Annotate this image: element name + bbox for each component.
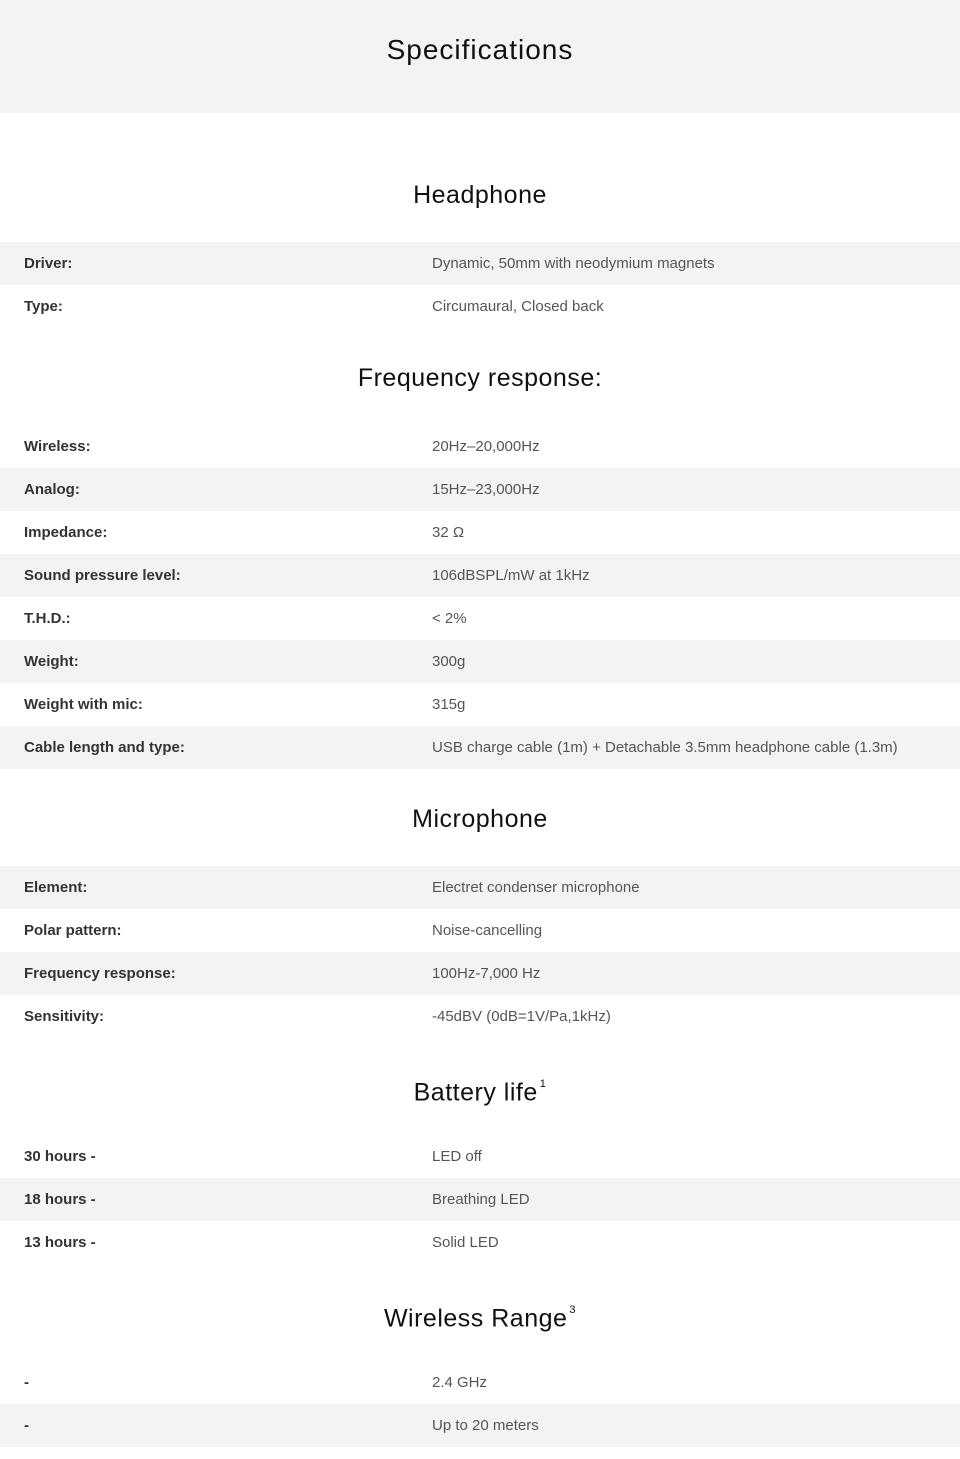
spec-row	[0, 1178, 960, 1221]
spec-label: Driver:	[24, 255, 73, 272]
spec-value: LED off	[432, 1148, 482, 1165]
spec-value: Up to 20 meters	[432, 1417, 539, 1434]
spec-row	[0, 1221, 960, 1264]
section-title-text: Wireless Range	[383, 1304, 568, 1333]
spec-row	[0, 952, 960, 995]
spec-value: 100Hz-7,000 Hz	[432, 965, 541, 982]
section-title-headphone: Headphone	[413, 181, 547, 209]
spec-value: 32 Ω	[432, 524, 465, 541]
spec-label: Polar pattern:	[24, 922, 122, 939]
wireless-section	[0, 1294, 960, 1447]
frequency-section	[0, 358, 960, 769]
page-header	[0, 0, 960, 113]
spec-value: Noise-cancelling	[432, 922, 543, 939]
microphone-section	[0, 799, 960, 1038]
spec-value: Solid LED	[432, 1234, 499, 1251]
spec-value: 15Hz–23,000Hz	[432, 481, 540, 498]
spec-row	[0, 1404, 960, 1447]
spec-label: Wireless:	[24, 438, 91, 455]
spec-value: Electret condenser microphone	[432, 879, 640, 896]
spec-value: 315g	[432, 696, 466, 713]
spec-value: 300g	[432, 653, 466, 670]
spec-label: Analog:	[24, 481, 80, 498]
spec-value: < 2%	[432, 610, 467, 627]
spec-value: Circumaural, Closed back	[432, 298, 604, 315]
spec-label: Element:	[24, 879, 88, 896]
spec-label: Sound pressure level:	[24, 567, 181, 584]
headphone-section	[0, 175, 960, 328]
spec-row	[0, 640, 960, 683]
spec-row	[0, 468, 960, 511]
spec-label: -	[24, 1374, 29, 1391]
footnote-marker: 1	[539, 1078, 547, 1090]
spec-row	[0, 1135, 960, 1178]
battery-section	[0, 1068, 960, 1264]
spec-value: 20Hz–20,000Hz	[432, 438, 540, 455]
spec-label: Impedance:	[24, 524, 108, 541]
page-title: Specifications	[386, 34, 574, 65]
section-title-battery	[0, 1068, 960, 1108]
spec-value: USB charge cable (1m) + Detachable 3.5mm headphone cable (1.3m)	[432, 739, 898, 756]
spec-row	[0, 909, 960, 952]
spec-row	[0, 995, 960, 1038]
section-title-wireless	[0, 1294, 960, 1334]
spacer	[0, 113, 960, 175]
spec-label: Frequency response:	[24, 965, 176, 982]
spec-row	[0, 866, 960, 909]
spec-label: -	[24, 1417, 29, 1434]
spec-label: Sensitivity:	[24, 1008, 105, 1025]
spec-row	[0, 726, 960, 769]
section-title-text: Battery life	[413, 1078, 538, 1107]
footnote-marker: 3	[569, 1304, 577, 1316]
spec-row	[0, 285, 960, 328]
spec-row	[0, 597, 960, 640]
spec-row	[0, 425, 960, 468]
section-title-frequency: Frequency response:	[357, 364, 603, 392]
spec-label: 30 hours -	[24, 1148, 96, 1165]
spec-label: T.H.D.:	[24, 610, 71, 627]
spec-value: Dynamic, 50mm with neodymium magnets	[432, 255, 715, 272]
spec-label: Weight:	[24, 653, 79, 670]
spec-row	[0, 242, 960, 285]
spec-value: 106dBSPL/mW at 1kHz	[432, 567, 590, 584]
spec-label: 18 hours -	[24, 1191, 96, 1208]
spec-label: Type:	[24, 298, 63, 315]
spec-label: 13 hours -	[24, 1234, 96, 1251]
spec-row	[0, 1361, 960, 1404]
spec-value: 2.4 GHz	[432, 1374, 488, 1391]
spec-label: Weight with mic:	[24, 696, 143, 713]
spec-row	[0, 683, 960, 726]
spec-row	[0, 554, 960, 597]
spec-row	[0, 511, 960, 554]
spec-label: Cable length and type:	[24, 739, 185, 756]
spec-value: Breathing LED	[432, 1191, 530, 1208]
section-title-microphone: Microphone	[412, 805, 548, 833]
spec-value: -45dBV (0dB=1V/Pa,1kHz)	[432, 1008, 611, 1025]
